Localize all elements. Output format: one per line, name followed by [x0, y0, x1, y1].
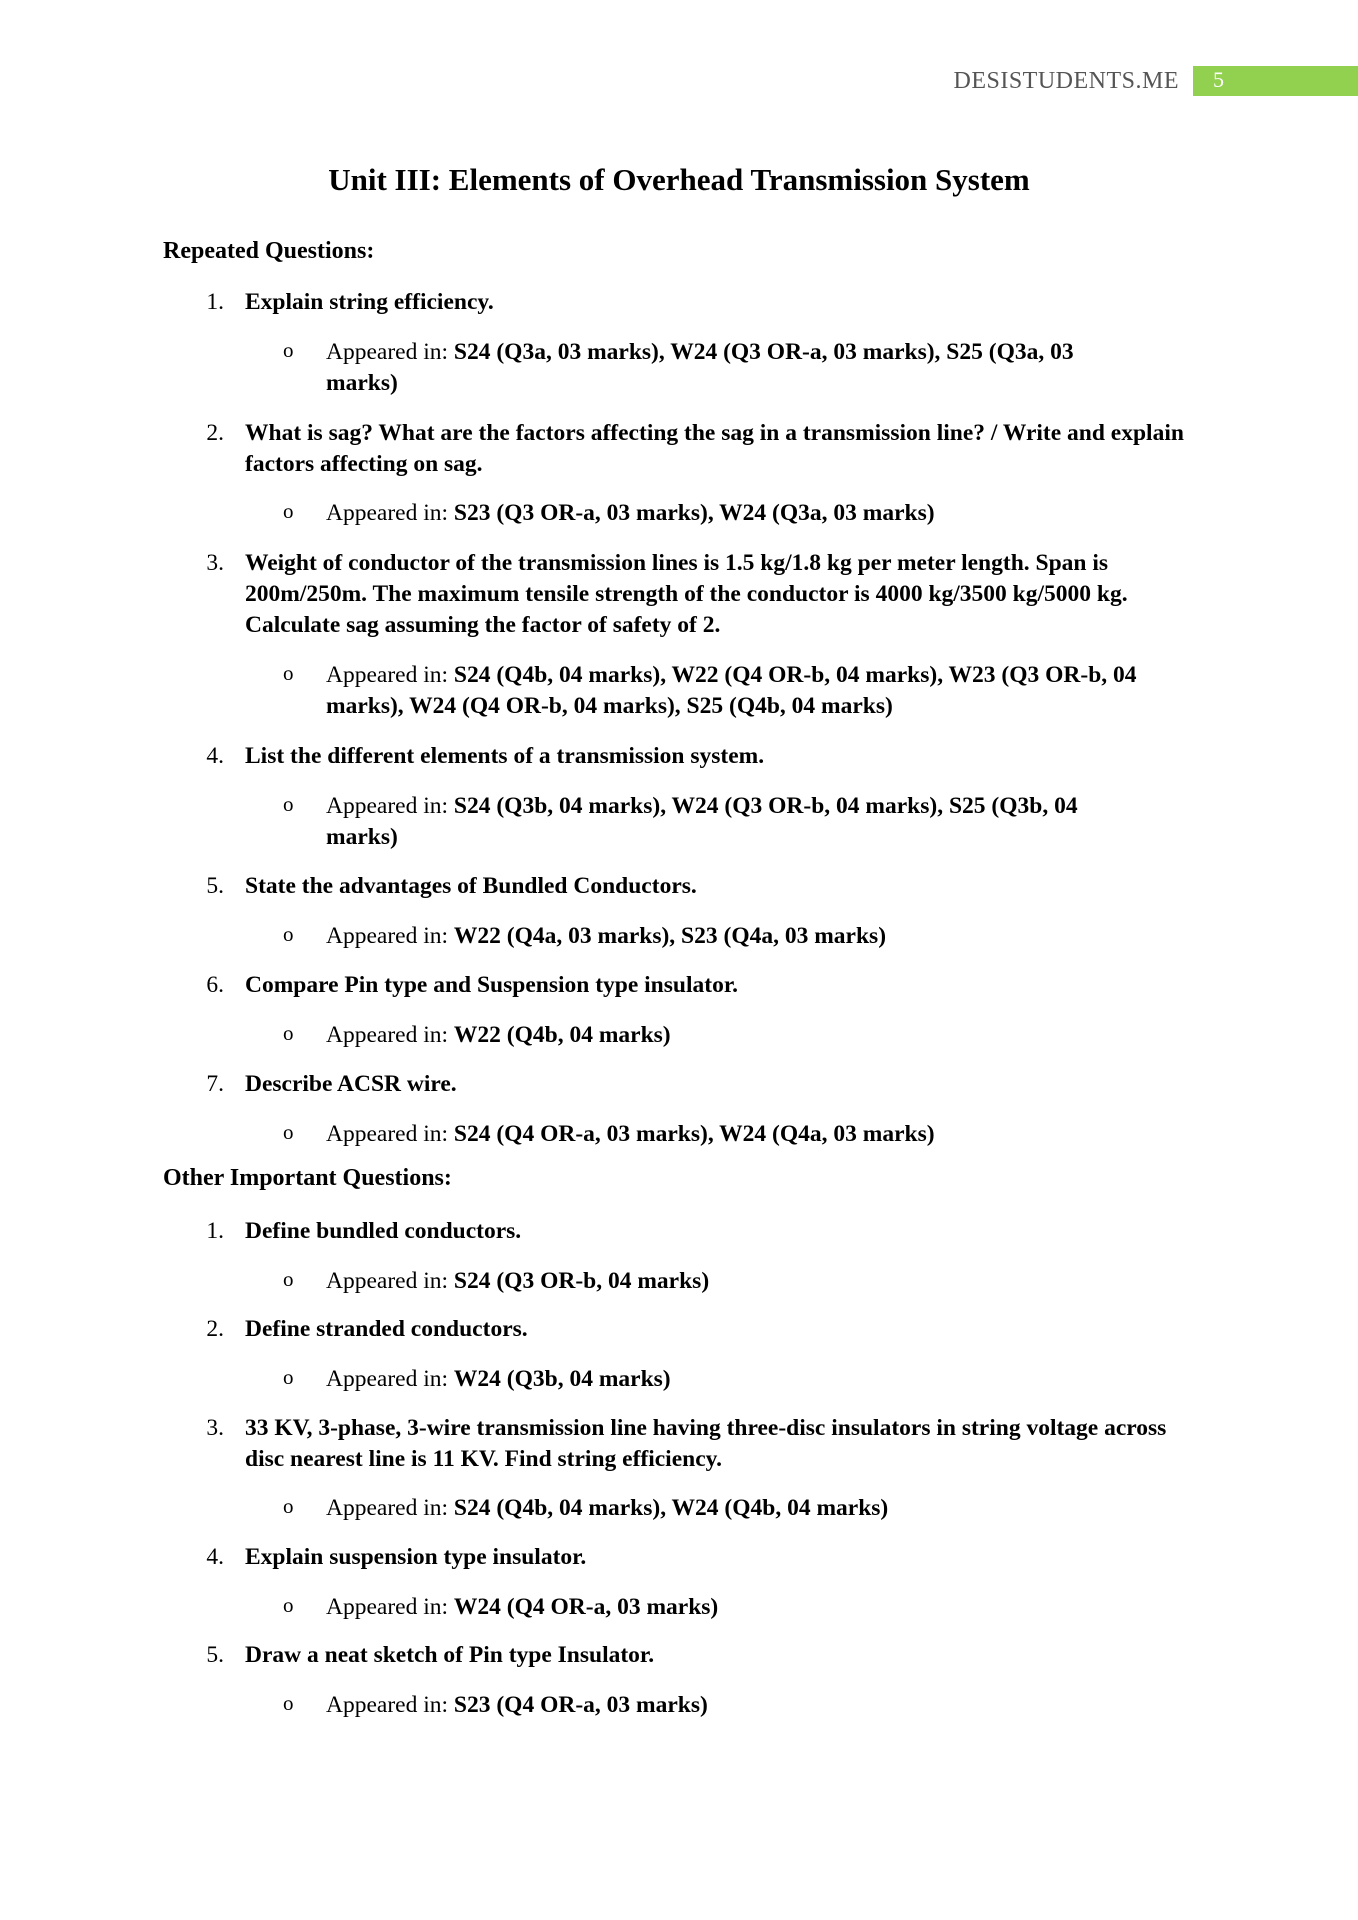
- appeared-in-value: S24 (Q3 OR-b, 04 marks): [453, 1268, 710, 1294]
- appeared-in-value: S23 (Q3 OR-a, 03 marks), W24 (Q3a, 03 marks): [453, 500, 935, 526]
- question-number: 1.: [206, 1218, 224, 1244]
- bullet-icon: o: [283, 1365, 294, 1389]
- question-text: Define stranded conductors.: [245, 1316, 528, 1342]
- bullet-icon: o: [283, 1120, 294, 1144]
- appeared-in-item: [283, 337, 1143, 399]
- appeared-in-value: W22 (Q4a, 03 marks), S23 (Q4a, 03 marks): [453, 923, 887, 949]
- page-title: Unit III: Elements of Overhead Transmission System: [328, 162, 1030, 197]
- question-number: 5.: [206, 1642, 224, 1668]
- question-item: [200, 1216, 1190, 1247]
- question-item: [200, 741, 1190, 772]
- question-number: 4.: [206, 743, 224, 769]
- question-text: Explain suspension type insulator.: [245, 1544, 587, 1570]
- appeared-in-value: S24 (Q3b, 04 marks), W24 (Q3 OR-b, 04 marks), S25 (Q3b, 04 marks): [326, 793, 1078, 850]
- bullet-icon: o: [283, 1593, 294, 1617]
- question-item: [200, 1314, 1190, 1345]
- question-number: 7.: [206, 1071, 224, 1097]
- appeared-label: Appeared in:: [326, 1692, 454, 1718]
- question-item: [200, 1069, 1190, 1100]
- question-text: List the different elements of a transmission system.: [245, 743, 765, 769]
- appeared-in-value: S24 (Q4 OR-a, 03 marks), W24 (Q4a, 03 marks): [453, 1121, 935, 1147]
- appeared-in-item: [283, 1493, 1143, 1524]
- appeared-in-value: S24 (Q4b, 04 marks), W22 (Q4 OR-b, 04 marks), W23 (Q3 OR-b, 04 marks), W24 (Q4 OR-b, 04 marks), S25 (Q4b, 04 marks): [326, 662, 1137, 719]
- question-text: Compare Pin type and Suspension type insulator.: [245, 972, 738, 998]
- bullet-icon: o: [283, 661, 294, 685]
- appeared-in-value: W22 (Q4b, 04 marks): [453, 1022, 671, 1048]
- question-text: Weight of conductor of the transmission lines is 1.5 kg/1.8 kg per meter length. Span is 200m/250m. The maximum tensile strength of the conductor is 4000 kg/3500 kg/5000 kg. Calculate sag assuming the factor of safety of 2.: [245, 550, 1128, 638]
- appeared-label: Appeared in:: [326, 500, 454, 526]
- page-number: 5: [1193, 66, 1358, 96]
- appeared-in-value: W24 (Q3b, 04 marks): [453, 1366, 671, 1392]
- question-text: Define bundled conductors.: [245, 1218, 522, 1244]
- bullet-icon: o: [283, 1021, 294, 1045]
- section-heading-repeated: Repeated Questions:: [163, 238, 375, 264]
- question-text: 33 KV, 3-phase, 3-wire transmission line having three-disc insulators in string voltage across disc nearest line is 11 KV. Find string efficiency.: [245, 1415, 1167, 1472]
- appeared-label: Appeared in:: [326, 339, 454, 365]
- question-text: Draw a neat sketch of Pin type Insulator.: [245, 1642, 655, 1668]
- appeared-label: Appeared in:: [326, 1268, 454, 1294]
- appeared-label: Appeared in:: [326, 793, 454, 819]
- question-number: 2.: [206, 420, 224, 446]
- question-number: 6.: [206, 972, 224, 998]
- question-item: [200, 1640, 1190, 1671]
- appeared-in-item: [283, 660, 1143, 722]
- question-number: 1.: [206, 289, 224, 315]
- bullet-icon: o: [283, 499, 294, 523]
- site-name: DESISTUDENTS.ME: [953, 68, 1179, 94]
- appeared-label: Appeared in:: [326, 1121, 454, 1147]
- question-item: [200, 871, 1190, 902]
- question-text: State the advantages of Bundled Conductors.: [245, 873, 697, 899]
- question-number: 3.: [206, 550, 224, 576]
- question-item: [200, 548, 1190, 641]
- section-heading-other: Other Important Questions:: [163, 1165, 452, 1191]
- appeared-in-item: [283, 921, 1143, 952]
- appeared-label: Appeared in:: [326, 1594, 454, 1620]
- appeared-in-value: W24 (Q4 OR-a, 03 marks): [453, 1594, 719, 1620]
- appeared-label: Appeared in:: [326, 1495, 454, 1521]
- question-item: [200, 1413, 1190, 1475]
- appeared-in-item: [283, 1690, 1143, 1721]
- bullet-icon: o: [283, 1691, 294, 1715]
- question-text: What is sag? What are the factors affecting the sag in a transmission line? / Write and explain factors affecting on sag.: [245, 420, 1184, 477]
- appeared-label: Appeared in:: [326, 923, 454, 949]
- appeared-in-item: [283, 791, 1143, 853]
- appeared-in-item: [283, 498, 1143, 529]
- question-item: [200, 418, 1190, 480]
- question-text: Explain string efficiency.: [245, 289, 494, 315]
- bullet-icon: o: [283, 792, 294, 816]
- page-header: [953, 66, 1358, 96]
- appeared-in-item: [283, 1592, 1143, 1623]
- question-number: 5.: [206, 873, 224, 899]
- appeared-in-value: S23 (Q4 OR-a, 03 marks): [453, 1692, 708, 1718]
- bullet-icon: o: [283, 1494, 294, 1518]
- bullet-icon: o: [283, 338, 294, 362]
- appeared-in-value: S24 (Q4b, 04 marks), W24 (Q4b, 04 marks): [453, 1495, 889, 1521]
- bullet-icon: o: [283, 1267, 294, 1291]
- appeared-label: Appeared in:: [326, 1366, 454, 1392]
- question-number: 4.: [206, 1544, 224, 1570]
- bullet-icon: o: [283, 922, 294, 946]
- question-text: Describe ACSR wire.: [245, 1071, 457, 1097]
- question-number: 2.: [206, 1316, 224, 1342]
- appeared-in-item: [283, 1266, 1143, 1297]
- appeared-label: Appeared in:: [326, 662, 454, 688]
- appeared-in-item: [283, 1364, 1143, 1395]
- appeared-in-value: S24 (Q3a, 03 marks), W24 (Q3 OR-a, 03 marks), S25 (Q3a, 03 marks): [326, 339, 1074, 396]
- question-item: [200, 287, 1190, 318]
- question-item: [200, 970, 1190, 1001]
- appeared-in-item: [283, 1119, 1143, 1150]
- question-number: 3.: [206, 1415, 224, 1441]
- appeared-label: Appeared in:: [326, 1022, 454, 1048]
- appeared-in-item: [283, 1020, 1143, 1051]
- question-item: [200, 1542, 1190, 1573]
